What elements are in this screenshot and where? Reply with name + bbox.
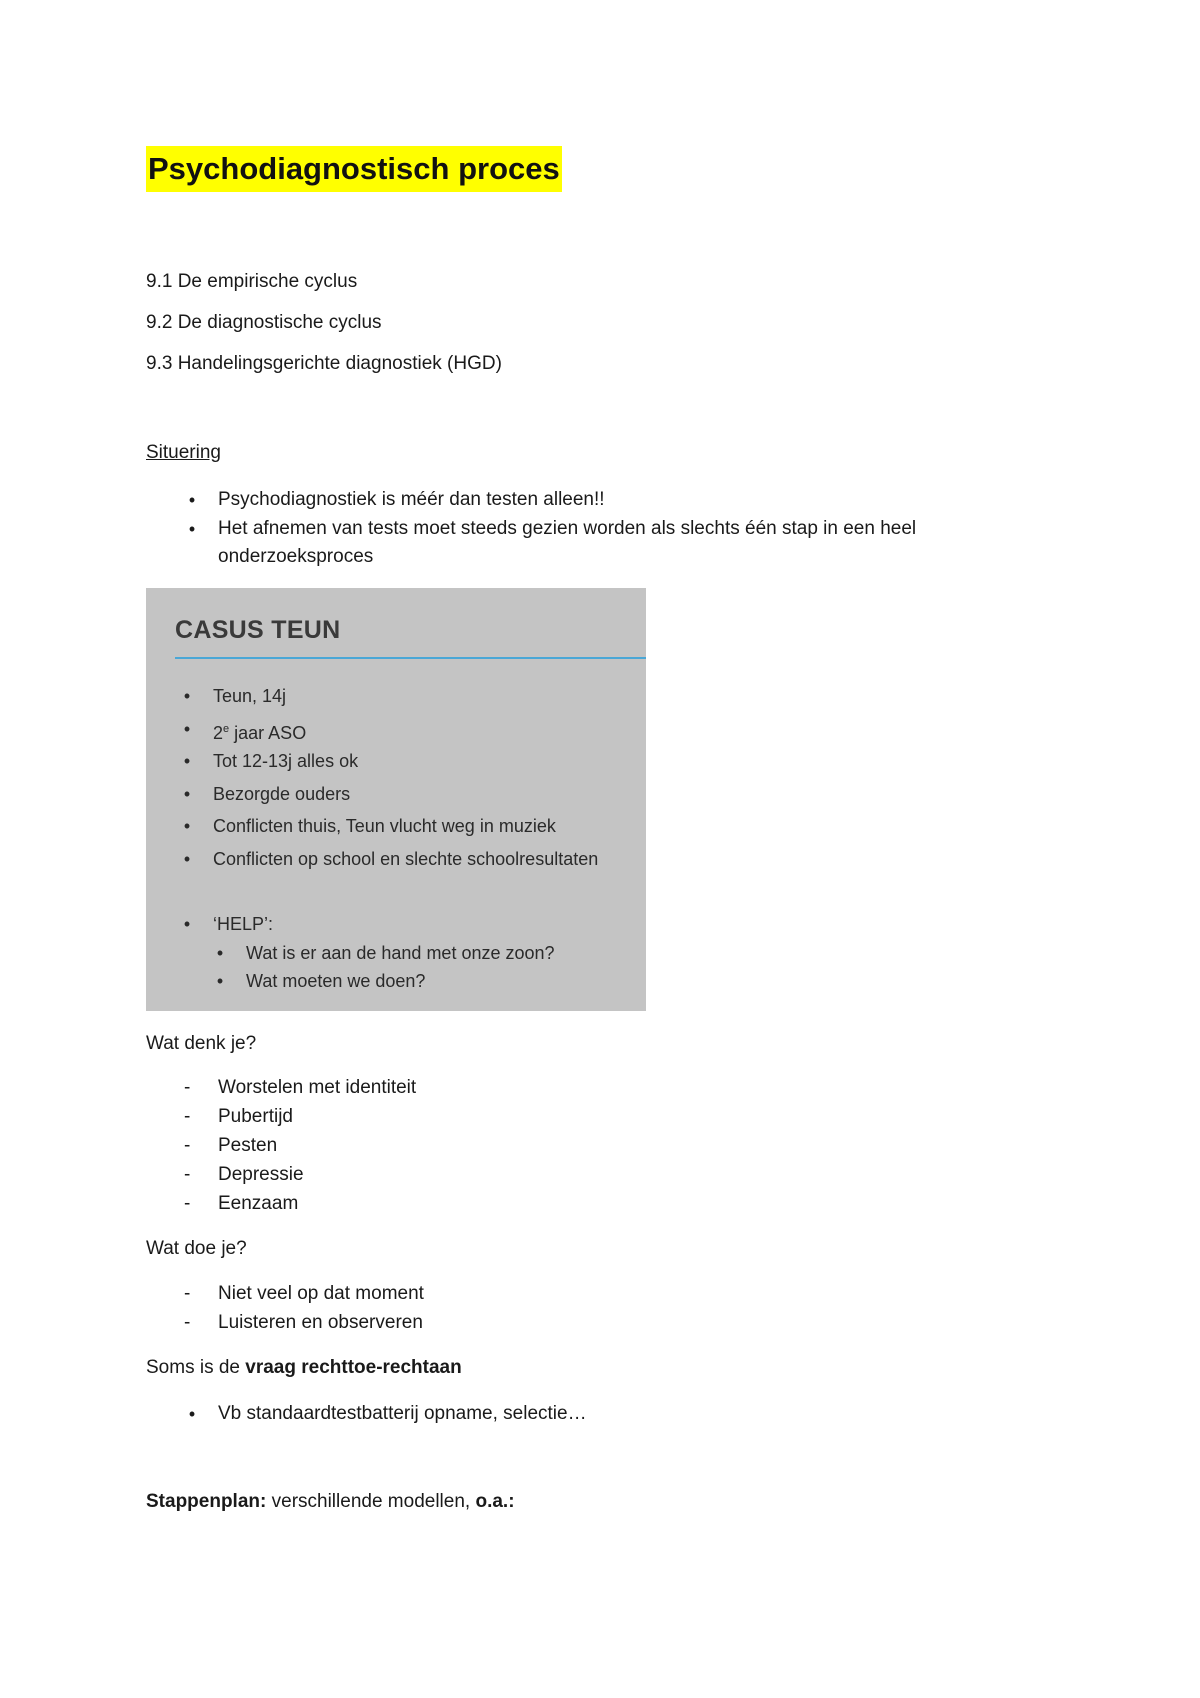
denk-question: Wat denk je? [146,1033,257,1054]
slide-title: CASUS TEUN [175,616,341,644]
bullet-marker: • [188,490,196,510]
doe-question: Wat doe je? [146,1238,247,1259]
section-9-1: 9.1 De empirische cyclus [146,271,358,292]
slide-divider [175,657,646,659]
soms-line: Soms is de vraag rechttoe-rechtaan [146,1357,462,1378]
casus-slide: CASUS TEUN • Teun, 14j • 2e jaar ASO • Tot 12-13j alles ok • Bezorgde ouders • Conflicten thuis, Teun vlucht weg in muziek • Conflicten op school en slechte schoolresultaten • ‘HELP’: • Wat is er aan de hand met onze zoon? • Wat moeten we doen? [146,588,646,1011]
page-title: Psychodiagnostisch proces [146,146,562,192]
section-9-2: 9.2 De diagnostische cyclus [146,312,382,333]
document-page: Psychodiagnostisch proces 9.1 De empirische cyclus 9.2 De diagnostische cyclus 9.3 Handelingsgerichte diagnostiek (HGD) Situering • Psychodiagnostiek is méér dan testen alleen!! • Het afnemen van tests moet steeds gezien worden als slechts één stap in een heel onderzoeksproces CASUS TEUN • Teun, 14j • 2e jaar ASO • Tot 12-13j alles ok • Bezorgde ouders • Conflicten thuis, Teun vlucht weg in muziek • Conflicten op school en slechte schoolresultaten • ‘HELP’: • Wat is er aan de hand met onze zoon? • Wat moeten we doen? Wat denk je? - Worstelen met identiteit - Pubertijd - Pesten - Depressie - Eenzaam Wat doe je? - Niet veel op dat moment - Luisteren en observeren Soms is de vraag rechttoe-rechtaan • Vb standaardtestbatterij opname, selectie… Stappenplan: verschillende modellen, o.a.: [0,0,1200,1698]
stappenplan-line: Stappenplan: verschillende modellen, o.a.: [146,1491,515,1512]
bullet-marker: • [188,519,196,539]
section-9-3: 9.3 Handelingsgerichte diagnostiek (HGD) [146,353,502,374]
bullet-marker: • [188,1404,196,1424]
situering-heading: Situering [146,442,221,463]
